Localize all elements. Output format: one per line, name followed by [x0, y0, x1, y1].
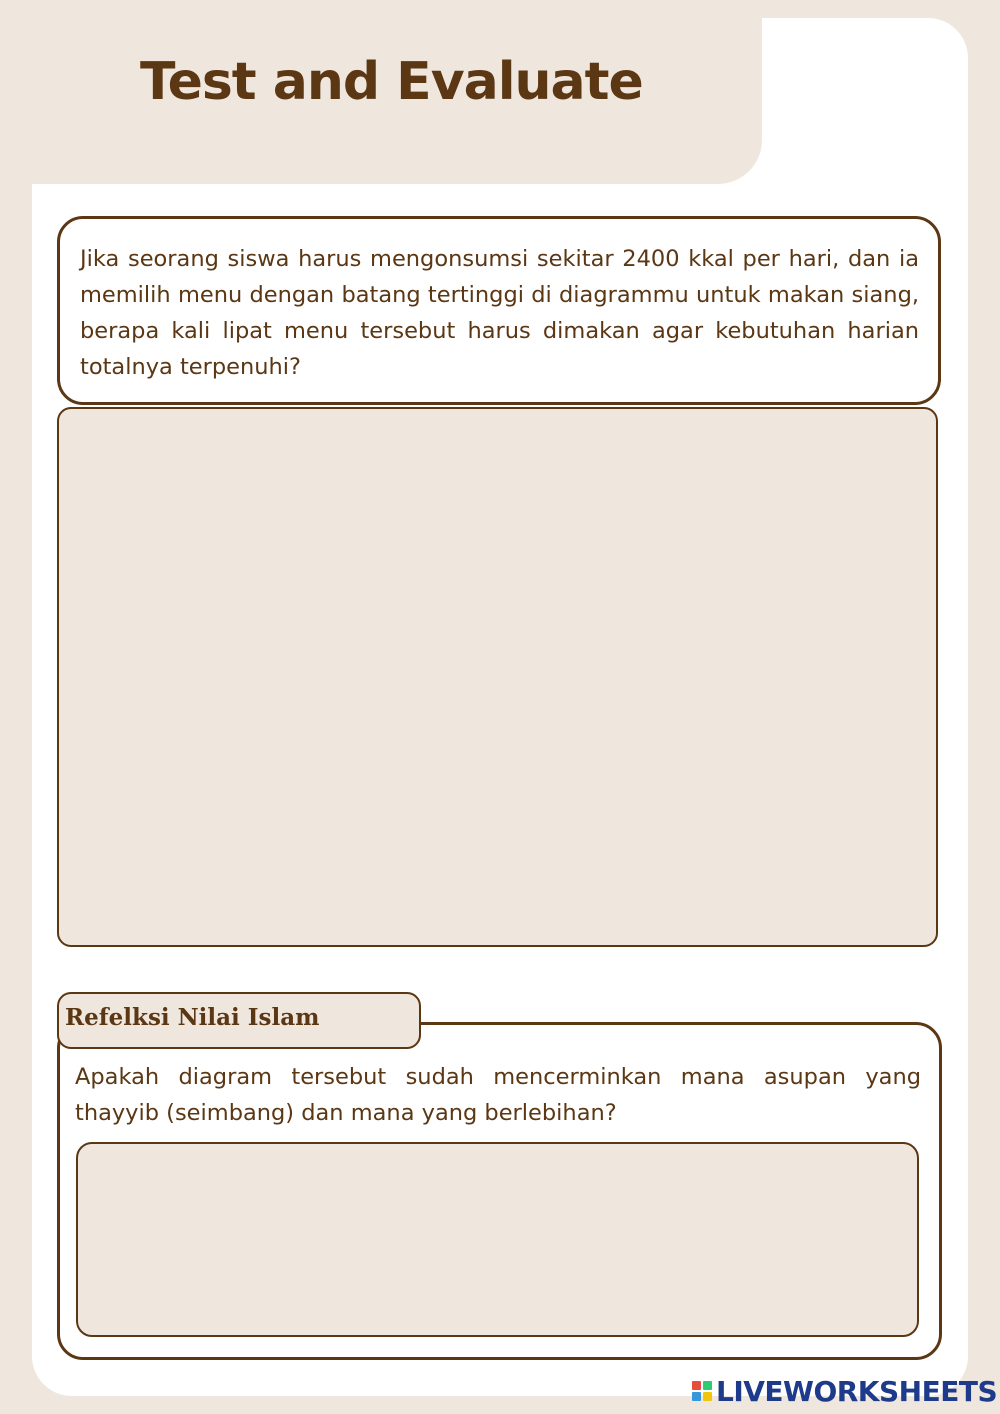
logo-square-green	[703, 1381, 712, 1390]
logo-text: LIVEWORKSHEETS	[716, 1374, 998, 1408]
question-text: Jika seorang siswa harus mengonsumsi sekitar 2400 kkal per hari, dan ia memilih menu dengan batang tertinggi di diagrammu untuk makan siang, berapa kali lipat menu tersebut harus dimakan agar kebutuhan harian totalnya terpenuhi?	[80, 246, 919, 380]
logo-square-blue	[692, 1392, 701, 1401]
page-title: Test and Evaluate	[140, 52, 643, 112]
reflection-question: Apakah diagram tersebut sudah mencerminkan mana asupan yang thayyib (seimbang) dan mana yang berlebihan?	[75, 1064, 921, 1126]
liveworksheets-logo-icon	[692, 1381, 712, 1401]
logo-square-red	[692, 1381, 701, 1390]
logo-square-yellow	[703, 1392, 712, 1401]
liveworksheets-logo	[692, 1374, 997, 1408]
answer-field-reflection[interactable]	[76, 1142, 919, 1337]
reflection-label-tab	[57, 992, 421, 1049]
answer-field-main[interactable]	[57, 407, 938, 947]
reflection-label: Refelksi Nilai Islam	[65, 1004, 320, 1031]
question-box	[57, 216, 941, 405]
